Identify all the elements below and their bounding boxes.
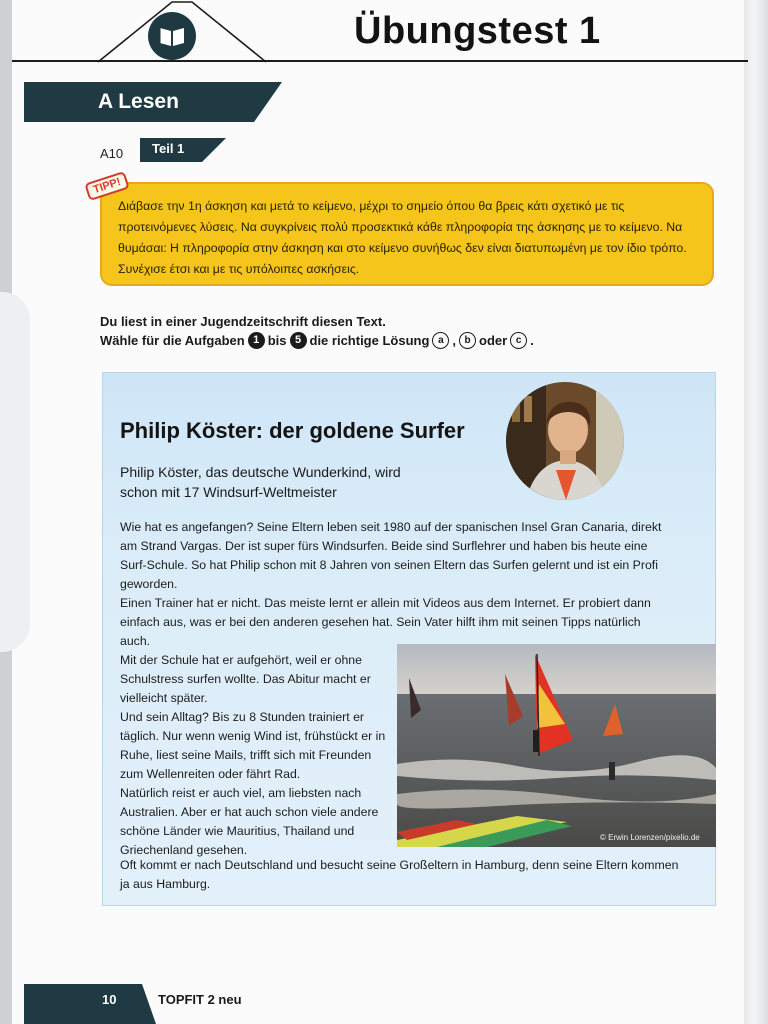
page-title: Übungstest 1 (354, 10, 601, 52)
instruction-text-2: die richtige Lösung (309, 333, 430, 348)
article-body-top (120, 518, 662, 651)
portrait-photo (506, 382, 624, 500)
option-b: b (459, 332, 476, 349)
windsurf-photo (397, 644, 716, 847)
paragraph: Einen Trainer hat er nicht. Das meiste lernt er allein mit Videos aus dem Internet. Er probiert dann einfach aus, was er bei den anderen gesehen hat. Sein Vater hilft ihm mit seinen Tipps natürlich auch. (120, 596, 651, 648)
option-c: c (510, 332, 527, 349)
paragraph: Oft kommt er nach Deutschland und besucht seine Großeltern in Hamburg, denn seine Eltern kommen ja aus Hamburg. (120, 858, 679, 891)
tip-text: Διάβασε την 1η άσκηση και μετά το κείμενο, μέχρι το σημείο όπου θα βρεις κάτι σχετικό με τις προτεινόμενες λύσεις. Να συγκρίνεις πολύ προσεκτικά κάθε πληροφορία της άσκησης με το κείμενο. Να θυμάσαι: Η πληροφορία στην άσκηση και στο κείμενο συνήθως δεν είναι διατυπωμένη με τον ίδιο τρόπο. Συνέχισε έτσι και με τις υπόλοιπες ασκήσεις. (118, 199, 687, 276)
article-body-left (120, 651, 392, 860)
part-label: Teil 1 (152, 141, 185, 156)
article-body-bottom (120, 856, 680, 894)
footer-tab (24, 984, 156, 1024)
task-number-5: 5 (290, 332, 307, 349)
option-a: a (432, 332, 449, 349)
photo-credit: © Erwin Lorenzen/pixelio.de (600, 833, 700, 842)
tip-badge: TIPP! (84, 171, 130, 201)
instruction-line-1: Du liest in einer Jugendzeitschrift diesen Text. (100, 314, 386, 329)
paragraph: Wie hat es angefangen? Seine Eltern leben seit 1980 auf der spanischen Insel Gran Canaria, direkt am Strand Vargas. Der ist super fürs Windsurfen. Beide sind Surflehrer und haben bis heute eine Surf-Schule. So hat Philip schon mit 8 Jahren von seinen Eltern das Surfen gelernt und ist ein Profi geworden. (120, 520, 662, 591)
header-rule (12, 60, 748, 62)
section-title: A Lesen (98, 90, 179, 113)
instruction-text: Wähle für die Aufgaben (100, 333, 245, 348)
paragraph: Und sein Alltag? Bis zu 8 Stunden trainiert er täglich. Nur wenn wenig Wind ist, frühstückt er in Ruhe, liest seine Mails, trifft sich mit Freunden zum Wellenreiten oder fährt Rad. (120, 710, 386, 781)
book-spine (744, 0, 768, 1024)
page-number: 10 (102, 992, 117, 1007)
bis-text: bis (267, 333, 287, 348)
page-edge-tab (0, 292, 30, 652)
book-name: TOPFIT 2 neu (158, 992, 242, 1007)
article-subtitle: Philip Köster, das deutsche Wunderkind, wird schon mit 17 Windsurf-Weltmeister (120, 464, 401, 500)
period-text: . (530, 333, 534, 348)
open-book-icon (148, 12, 196, 60)
article-title: Philip Köster: der goldene Surfer (120, 418, 465, 443)
paragraph: Mit der Schule hat er aufgehört, weil er ohne Schulstress surfen wollte. Das Abitur macht er vielleicht später. (120, 653, 371, 705)
task-number-1: 1 (248, 332, 265, 349)
oder-text: oder (479, 333, 508, 348)
comma-text: , (452, 333, 457, 348)
task-id: A10 (100, 146, 124, 161)
instruction-line-2 (100, 332, 534, 349)
paragraph: Natürlich reist er auch viel, am liebsten nach Australien. Aber er hat auch schon viele andere schöne Länder wie Mauritius, Thailand und Griechenland gesehen. (120, 786, 379, 857)
book-badge (148, 12, 196, 60)
